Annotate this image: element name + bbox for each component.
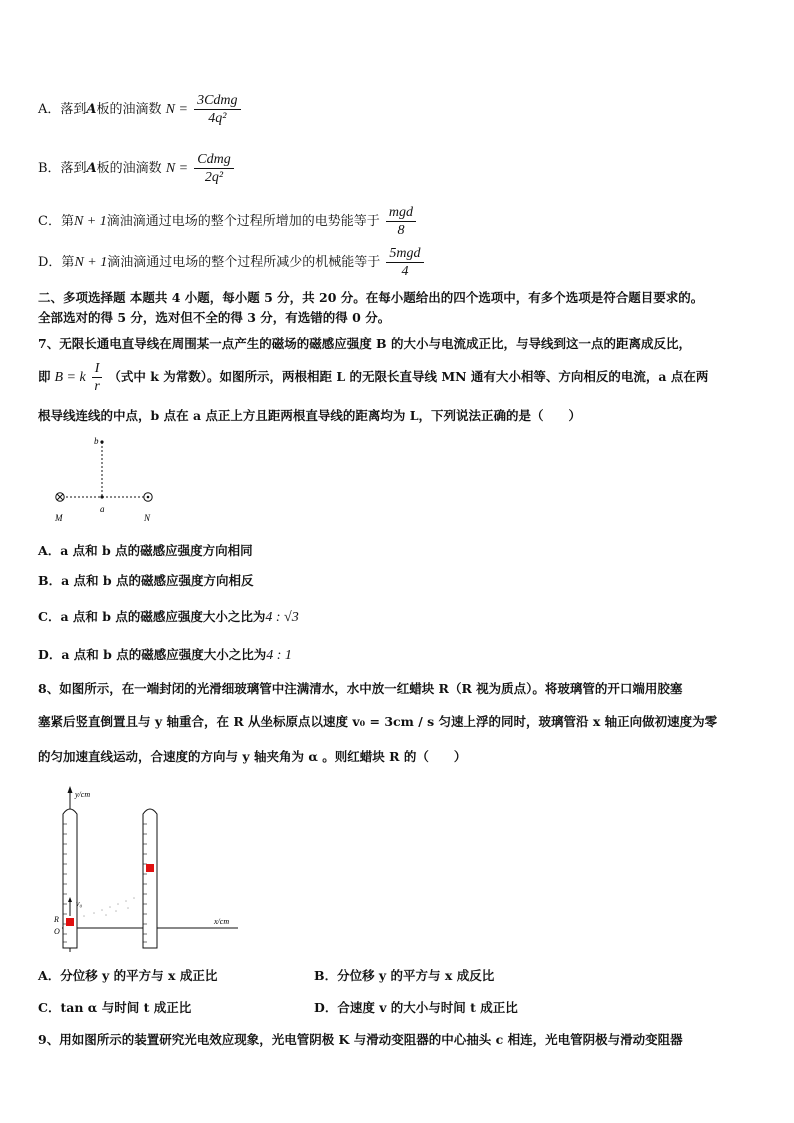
ratio-value: 4 : 1 xyxy=(266,648,292,663)
q7-stem-line2 xyxy=(38,360,708,395)
wire-m-into-page-icon xyxy=(56,493,64,501)
option-text: 板的油滴数 xyxy=(96,102,162,117)
q8-option-d: D．合速度 v 的大小与时间 t 成正比 xyxy=(314,1000,518,1015)
option-label: B．落到 xyxy=(38,161,87,176)
q8-stem-line1: 8、如图所示，在一端封闭的光滑细玻璃管中注满清水，水中放一红蜡块 R（R 视为质点）。将玻璃管的开口端用胶塞 xyxy=(38,681,683,696)
n-term: N + 1 xyxy=(74,255,108,270)
label-m: M xyxy=(55,513,63,523)
fraction xyxy=(386,204,416,239)
q7-option-d xyxy=(38,645,292,664)
option-text: 板的油滴数 xyxy=(96,161,162,176)
option-b-q6 xyxy=(38,151,236,186)
point-b xyxy=(100,440,103,443)
option-label: C．第 xyxy=(38,214,74,229)
wax-block-1 xyxy=(66,918,74,926)
numerator: mgd xyxy=(386,204,416,222)
stem-text: 即 xyxy=(38,369,51,384)
fraction xyxy=(194,151,233,186)
section-heading-line1: 二、多项选择题 本题共 4 小题，每小题 5 分，共 20 分。在每小题给出的四个选项中，有多个选项是符合题目要求的。 xyxy=(38,290,704,305)
q8-stem-line3: 的匀加速直线运动，合速度的方向与 y 轴夹角为 α 。则红蜡块 R 的（ ） xyxy=(38,749,467,764)
option-c-q6 xyxy=(38,204,418,239)
numerator: 5mgd xyxy=(386,245,423,263)
denominator: r xyxy=(94,379,100,394)
numerator: Cdmg xyxy=(194,151,233,169)
denominator: 2q² xyxy=(204,170,224,185)
option-text: 滴油滴通过电场的整个过程所增加的电势能等于 xyxy=(106,214,380,229)
denominator: 4 xyxy=(401,264,409,279)
origin-label: O xyxy=(54,927,60,936)
option-a-q6 xyxy=(38,92,243,127)
numerator: I xyxy=(92,360,103,378)
q7-option-b: B．a 点和 b 点的磁感应强度方向相反 xyxy=(38,573,254,588)
numerator: 3Cdmg xyxy=(194,92,240,110)
q7-option-c xyxy=(38,607,299,626)
q8-option-b: B．分位移 y 的平方与 x 成反比 xyxy=(314,968,495,983)
wire-n-out-of-page-icon xyxy=(144,493,152,501)
glass-tube-2 xyxy=(143,809,157,948)
denominator: 8 xyxy=(397,223,405,238)
trajectory-dots xyxy=(83,897,135,917)
q8-option-c: C．tan α 与时间 t 成正比 xyxy=(38,1000,192,1015)
r-label: R xyxy=(54,915,59,924)
n-term: N + 1 xyxy=(73,214,107,229)
q8-stem-line2: 塞紧后竖直倒置且与 y 轴重合，在 R 从坐标原点以速度 v₀ = 3cm / s 匀速上浮的同时，玻璃管沿 x 轴正向做初速度为零 xyxy=(38,714,718,729)
y-axis-label: y/cm xyxy=(75,790,91,799)
option-text: 滴油滴通过电场的整个过程所减少的机械能等于 xyxy=(107,255,381,270)
q7-option-a: A．a 点和 b 点的磁感应强度方向相同 xyxy=(38,543,253,558)
equation-lhs: N = xyxy=(165,102,188,117)
option-text: D．a 点和 b 点的磁感应强度大小之比为 xyxy=(38,647,267,662)
q7-wire-figure xyxy=(50,430,170,525)
equation-lhs: B = k xyxy=(54,370,86,385)
equation-lhs: N = xyxy=(165,161,189,176)
label-n: N xyxy=(144,513,151,523)
option-label: D．第 xyxy=(38,255,75,270)
q9-stem-line1: 9、用如图所示的装置研究光电效应现象，光电管阴极 K 与滑动变阻器的中心抽头 c 相连，光电管阴极与滑动变阻器 xyxy=(38,1032,683,1047)
wax-block-2 xyxy=(146,864,154,872)
section-heading-line2: 全部选对的得 5 分，选对但不全的得 3 分，有选错的得 0 分。 xyxy=(38,310,391,325)
point-a xyxy=(100,495,103,498)
glass-tube-1 xyxy=(63,809,77,948)
q7-stem-line1: 7、无限长通电直导线在周围某一点产生的磁场的磁感应强度 B 的大小与电流成正比，与导线到这一点的距离成反比， xyxy=(38,336,691,351)
label-b: b xyxy=(94,436,99,446)
plate-letter: A xyxy=(86,161,97,176)
stem-text: （式中 k 为常数）。如图所示，两根相距 L 的无限长直导线 MN 通有大小相等、方向相反的电流，a 点在两 xyxy=(108,369,709,384)
plate-letter: A xyxy=(86,102,97,117)
fraction xyxy=(194,92,240,127)
option-label: A．落到 xyxy=(38,102,87,117)
x-axis-label: x/cm xyxy=(214,917,230,926)
q7-stem-line3: 根导线连线的中点，b 点在 a 点正上方且距两根直导线的距离均为 L，下列说法正确的是（ ） xyxy=(38,408,582,423)
denominator: 4q² xyxy=(208,111,227,126)
label-a: a xyxy=(100,504,105,514)
q8-option-a: A．分位移 y 的平方与 x 成正比 xyxy=(38,968,218,983)
fraction xyxy=(92,360,103,395)
q8-tube-figure xyxy=(46,784,246,956)
v0-label: v₀ xyxy=(76,899,83,908)
ratio-value: 4 : √3 xyxy=(265,610,299,625)
option-text: C．a 点和 b 点的磁感应强度大小之比为 xyxy=(38,609,266,624)
option-d-q6 xyxy=(38,245,426,280)
y-axis-arrow-icon xyxy=(68,786,73,793)
fraction xyxy=(386,245,423,280)
